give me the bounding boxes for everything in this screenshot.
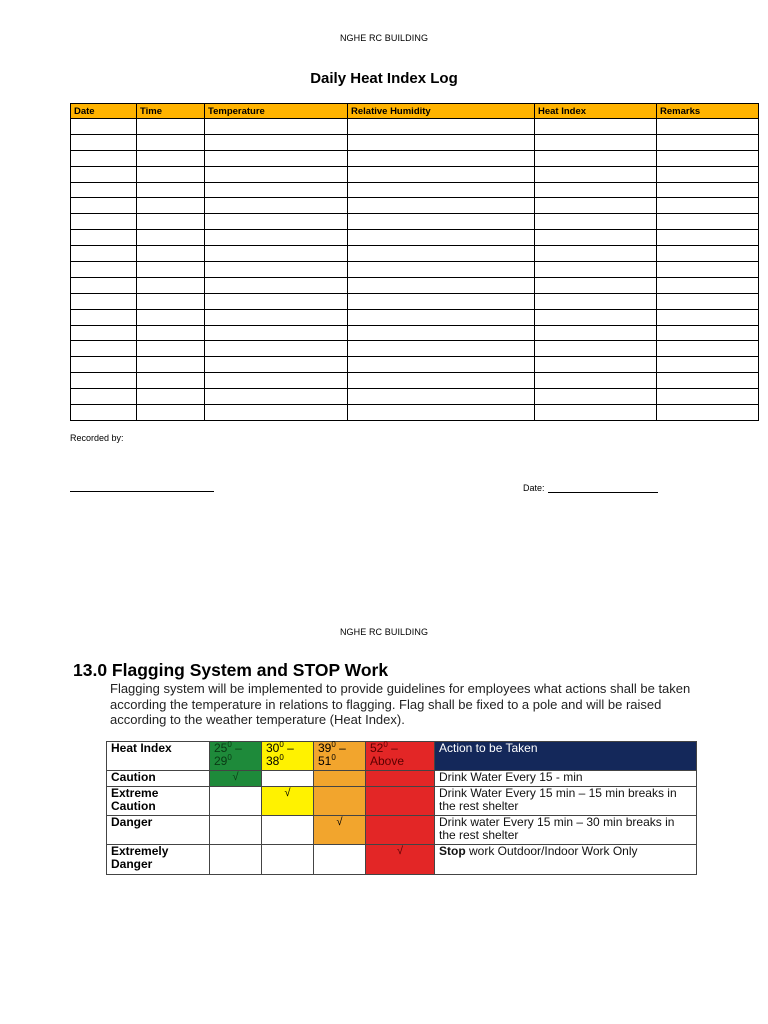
log-cell bbox=[348, 277, 535, 293]
log-cell bbox=[348, 341, 535, 357]
log-cell bbox=[137, 262, 205, 278]
section-title: 13.0 Flagging System and STOP Work bbox=[73, 660, 389, 680]
log-cell bbox=[348, 119, 535, 135]
recorded-by-label: Recorded by: bbox=[70, 433, 124, 443]
page-header: NGHE RC BUILDING bbox=[339, 33, 429, 43]
log-cell bbox=[657, 262, 759, 278]
log-cell bbox=[137, 405, 205, 421]
empty-cell bbox=[262, 845, 314, 875]
log-cell bbox=[657, 214, 759, 230]
check-cell: √ bbox=[366, 845, 435, 875]
date-field bbox=[523, 483, 658, 493]
log-cell bbox=[535, 166, 657, 182]
log-cell bbox=[535, 230, 657, 246]
log-cell bbox=[657, 182, 759, 198]
flagging-table bbox=[106, 741, 697, 875]
log-cell bbox=[205, 182, 348, 198]
log-row bbox=[71, 325, 759, 341]
log-cell bbox=[71, 166, 137, 182]
range-green: $25^0$ – $29^0$ bbox=[210, 742, 262, 771]
action-cell: Drink Water Every 15 min – 15 min breaks in the rest shelter bbox=[435, 787, 697, 816]
action-header: Action to be Taken bbox=[435, 742, 697, 771]
log-cell bbox=[137, 134, 205, 150]
log-row bbox=[71, 309, 759, 325]
log-cell bbox=[535, 150, 657, 166]
log-row bbox=[71, 182, 759, 198]
check-cell: √ bbox=[210, 771, 262, 787]
stop-word: Stop bbox=[439, 844, 466, 858]
empty-cell bbox=[210, 787, 262, 816]
empty-cell bbox=[314, 771, 366, 787]
log-cell bbox=[657, 198, 759, 214]
log-cell bbox=[657, 166, 759, 182]
log-cell bbox=[535, 293, 657, 309]
log-cell bbox=[71, 119, 137, 135]
log-cell bbox=[205, 389, 348, 405]
log-cell bbox=[348, 230, 535, 246]
log-cell bbox=[205, 373, 348, 389]
flag-row-extremely-danger bbox=[107, 845, 697, 875]
log-cell bbox=[71, 309, 137, 325]
heat-index-log-table bbox=[70, 103, 759, 421]
log-title: Daily Heat Index Log bbox=[310, 70, 458, 87]
log-row bbox=[71, 246, 759, 262]
log-cell bbox=[535, 119, 657, 135]
log-cell bbox=[137, 182, 205, 198]
empty-cell bbox=[314, 787, 366, 816]
log-cell bbox=[137, 150, 205, 166]
log-cell bbox=[657, 150, 759, 166]
log-row bbox=[71, 166, 759, 182]
log-cell bbox=[137, 214, 205, 230]
range-orange: $39^0$ – $51^0$ bbox=[314, 742, 366, 771]
log-cell bbox=[348, 182, 535, 198]
log-cell bbox=[137, 246, 205, 262]
log-cell bbox=[657, 277, 759, 293]
log-row bbox=[71, 134, 759, 150]
empty-cell bbox=[366, 816, 435, 845]
log-cell bbox=[205, 214, 348, 230]
log-cell bbox=[205, 325, 348, 341]
log-cell bbox=[137, 293, 205, 309]
log-cell bbox=[535, 214, 657, 230]
log-cell bbox=[205, 166, 348, 182]
check-cell: √ bbox=[314, 816, 366, 845]
log-cell bbox=[657, 293, 759, 309]
log-cell bbox=[71, 230, 137, 246]
log-cell bbox=[71, 325, 137, 341]
action-cell: Drink water Every 15 min – 30 min breaks in the rest shelter bbox=[435, 816, 697, 845]
log-cell bbox=[657, 389, 759, 405]
log-cell bbox=[71, 182, 137, 198]
log-cell bbox=[137, 373, 205, 389]
page-header-2: NGHE RC BUILDING bbox=[339, 627, 429, 637]
log-cell bbox=[205, 150, 348, 166]
log-cell bbox=[137, 277, 205, 293]
log-row bbox=[71, 341, 759, 357]
action-cell: Drink Water Every 15 - min bbox=[435, 771, 697, 787]
log-cell bbox=[137, 357, 205, 373]
log-cell bbox=[348, 246, 535, 262]
log-cell bbox=[657, 246, 759, 262]
log-row bbox=[71, 357, 759, 373]
log-cell bbox=[137, 389, 205, 405]
log-cell bbox=[535, 373, 657, 389]
log-cell bbox=[657, 119, 759, 135]
col-remarks: Remarks bbox=[657, 104, 759, 119]
log-cell bbox=[205, 262, 348, 278]
log-row bbox=[71, 405, 759, 421]
empty-cell bbox=[210, 816, 262, 845]
log-cell bbox=[205, 309, 348, 325]
log-cell bbox=[657, 373, 759, 389]
log-cell bbox=[348, 389, 535, 405]
col-heat-index: Heat Index bbox=[535, 104, 657, 119]
log-cell bbox=[348, 357, 535, 373]
log-cell bbox=[348, 405, 535, 421]
log-cell bbox=[657, 405, 759, 421]
log-row bbox=[71, 230, 759, 246]
empty-cell bbox=[262, 771, 314, 787]
log-cell bbox=[348, 214, 535, 230]
log-cell bbox=[71, 341, 137, 357]
log-cell bbox=[71, 405, 137, 421]
log-cell bbox=[71, 246, 137, 262]
log-cell bbox=[137, 309, 205, 325]
log-cell bbox=[535, 198, 657, 214]
log-cell bbox=[535, 389, 657, 405]
log-row bbox=[71, 262, 759, 278]
log-cell bbox=[71, 389, 137, 405]
log-cell bbox=[657, 357, 759, 373]
log-row bbox=[71, 214, 759, 230]
log-cell bbox=[71, 134, 137, 150]
log-cell bbox=[535, 341, 657, 357]
log-cell bbox=[71, 198, 137, 214]
log-cell bbox=[535, 357, 657, 373]
log-cell bbox=[348, 293, 535, 309]
log-cell bbox=[205, 119, 348, 135]
row-label: Danger bbox=[107, 816, 210, 845]
log-cell bbox=[71, 277, 137, 293]
empty-cell bbox=[262, 816, 314, 845]
log-cell bbox=[137, 198, 205, 214]
empty-cell bbox=[314, 845, 366, 875]
log-cell bbox=[657, 134, 759, 150]
log-cell bbox=[137, 341, 205, 357]
log-cell bbox=[205, 230, 348, 246]
row-label: Extremely Danger bbox=[107, 845, 210, 875]
log-cell bbox=[657, 341, 759, 357]
action-text: work Outdoor/Indoor Work Only bbox=[465, 844, 638, 858]
check-cell: √ bbox=[262, 787, 314, 816]
signature-line bbox=[70, 480, 214, 492]
flag-row-danger bbox=[107, 816, 697, 845]
log-cell bbox=[71, 214, 137, 230]
empty-cell bbox=[366, 771, 435, 787]
log-cell bbox=[137, 230, 205, 246]
log-cell bbox=[535, 405, 657, 421]
log-cell bbox=[657, 230, 759, 246]
row-label: Extreme Caution bbox=[107, 787, 210, 816]
range-red: $52^0$ – Above bbox=[366, 742, 435, 771]
col-date: Date bbox=[71, 104, 137, 119]
log-cell bbox=[71, 150, 137, 166]
col-time: Time bbox=[137, 104, 205, 119]
col-temperature: Temperature bbox=[205, 104, 348, 119]
log-cell bbox=[535, 246, 657, 262]
log-cell bbox=[205, 357, 348, 373]
log-cell bbox=[205, 134, 348, 150]
log-cell bbox=[348, 198, 535, 214]
log-row bbox=[71, 277, 759, 293]
log-row bbox=[71, 150, 759, 166]
log-cell bbox=[535, 182, 657, 198]
log-cell bbox=[535, 325, 657, 341]
log-cell bbox=[535, 277, 657, 293]
log-cell bbox=[71, 373, 137, 389]
empty-cell bbox=[210, 845, 262, 875]
log-cell bbox=[348, 166, 535, 182]
action-cell bbox=[435, 845, 697, 875]
log-cell bbox=[657, 325, 759, 341]
log-cell bbox=[71, 357, 137, 373]
flag-row-caution bbox=[107, 771, 697, 787]
range-yellow: $30^0$ – $38^0$ bbox=[262, 742, 314, 771]
log-cell bbox=[205, 277, 348, 293]
log-cell bbox=[137, 119, 205, 135]
log-header-row bbox=[71, 104, 759, 119]
log-cell bbox=[535, 262, 657, 278]
flag-header-row bbox=[107, 742, 697, 771]
date-label: Date: bbox=[523, 483, 545, 493]
section-text: Flagging system will be implemented to provide guidelines for employees what actions shall be taken according the temperature in relations to flagging. Flag shall be fixed to a pole and will be raised according to the weather temperature (Heat Index). bbox=[110, 681, 691, 727]
date-line bbox=[548, 484, 658, 493]
log-cell bbox=[205, 246, 348, 262]
log-cell bbox=[205, 293, 348, 309]
log-cell bbox=[348, 325, 535, 341]
log-cell bbox=[137, 325, 205, 341]
log-row bbox=[71, 389, 759, 405]
log-cell bbox=[348, 134, 535, 150]
log-cell bbox=[71, 293, 137, 309]
log-cell bbox=[535, 309, 657, 325]
empty-cell bbox=[366, 787, 435, 816]
log-cell bbox=[205, 341, 348, 357]
log-cell bbox=[348, 150, 535, 166]
log-cell bbox=[348, 262, 535, 278]
log-row bbox=[71, 373, 759, 389]
log-row bbox=[71, 198, 759, 214]
log-cell bbox=[348, 309, 535, 325]
log-cell bbox=[137, 166, 205, 182]
log-row bbox=[71, 293, 759, 309]
log-cell bbox=[348, 373, 535, 389]
log-row bbox=[71, 119, 759, 135]
log-cell bbox=[535, 134, 657, 150]
log-cell bbox=[657, 309, 759, 325]
log-cell bbox=[71, 262, 137, 278]
col-relative-humidity: Relative Humidity bbox=[348, 104, 535, 119]
heat-index-header: Heat Index bbox=[107, 742, 210, 771]
row-label: Caution bbox=[107, 771, 210, 787]
log-cell bbox=[205, 198, 348, 214]
log-cell bbox=[205, 405, 348, 421]
flag-row-extreme-caution bbox=[107, 787, 697, 816]
